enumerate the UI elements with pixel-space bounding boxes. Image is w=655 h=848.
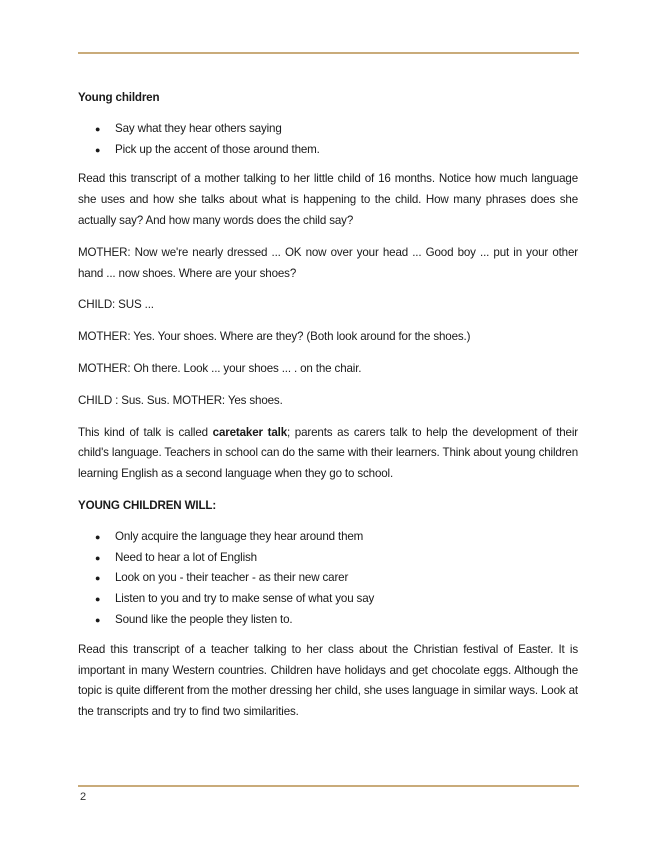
caretaker-term: caretaker talk: [212, 425, 287, 439]
list-item: ● Listen to you and try to make sense of what you say: [78, 589, 578, 610]
footer-rule: [78, 785, 579, 787]
list-item: ● Say what they hear others saying: [78, 119, 578, 140]
page-content: [78, 88, 578, 734]
list-item: ● Only acquire the language they hear around them: [78, 527, 578, 548]
list-item: ● Need to hear a lot of English: [78, 548, 578, 569]
caretaker-paragraph: [78, 423, 578, 485]
transcript-line: CHILD : Sus. Sus. MOTHER: Yes shoes.: [78, 393, 283, 407]
section-heading-young-children: Young children: [78, 91, 160, 104]
section-heading-young-children-will: YOUNG CHILDREN WILL:: [78, 498, 217, 512]
transcript-line: MOTHER: Now we're nearly dressed ... OK now over your head ... Good boy ... put in your other hand ... now shoes. Where are your shoes?: [78, 245, 578, 280]
transcript-line: MOTHER: Yes. Your shoes. Where are they? (Both look around for the shoes.): [78, 330, 471, 344]
page-number: 2: [80, 791, 87, 803]
caretaker-text-before: This kind of talk is called: [78, 425, 213, 439]
list-item: ● Pick up the accent of those around them.: [78, 140, 578, 161]
young-children-will-list: [78, 527, 578, 631]
young-children-list: [78, 119, 578, 161]
caretaker-text-after: ; parents as carers talk to help the development of their child's language. Teachers in school can do the same with their learners. Think about young children learning English as a second language when they go to school.: [78, 425, 578, 481]
list-item: ● Sound like the people they listen to.: [78, 610, 578, 631]
easter-paragraph: Read this transcript of a teacher talking to her class about the Christian festival of Easter. It is important in many Western countries. Children have holidays and get chocolate eggs. Although the topic is quite different from the mother dressing her child, she uses language in similar ways. Look at the transcripts and try to find two similarities.: [78, 642, 578, 719]
header-rule: [78, 52, 579, 54]
list-item: ● Look on you - their teacher - as their new carer: [78, 568, 578, 589]
intro-paragraph: Read this transcript of a mother talking to her little child of 16 months. Notice how much language she uses and how she talks about what is happening to the child. How many phrases does she actually say? And how many words does the child say?: [78, 172, 578, 227]
transcript-line: MOTHER: Oh there. Look ... your shoes ... . on the chair.: [78, 361, 362, 375]
transcript-line: CHILD: SUS ...: [78, 298, 154, 312]
